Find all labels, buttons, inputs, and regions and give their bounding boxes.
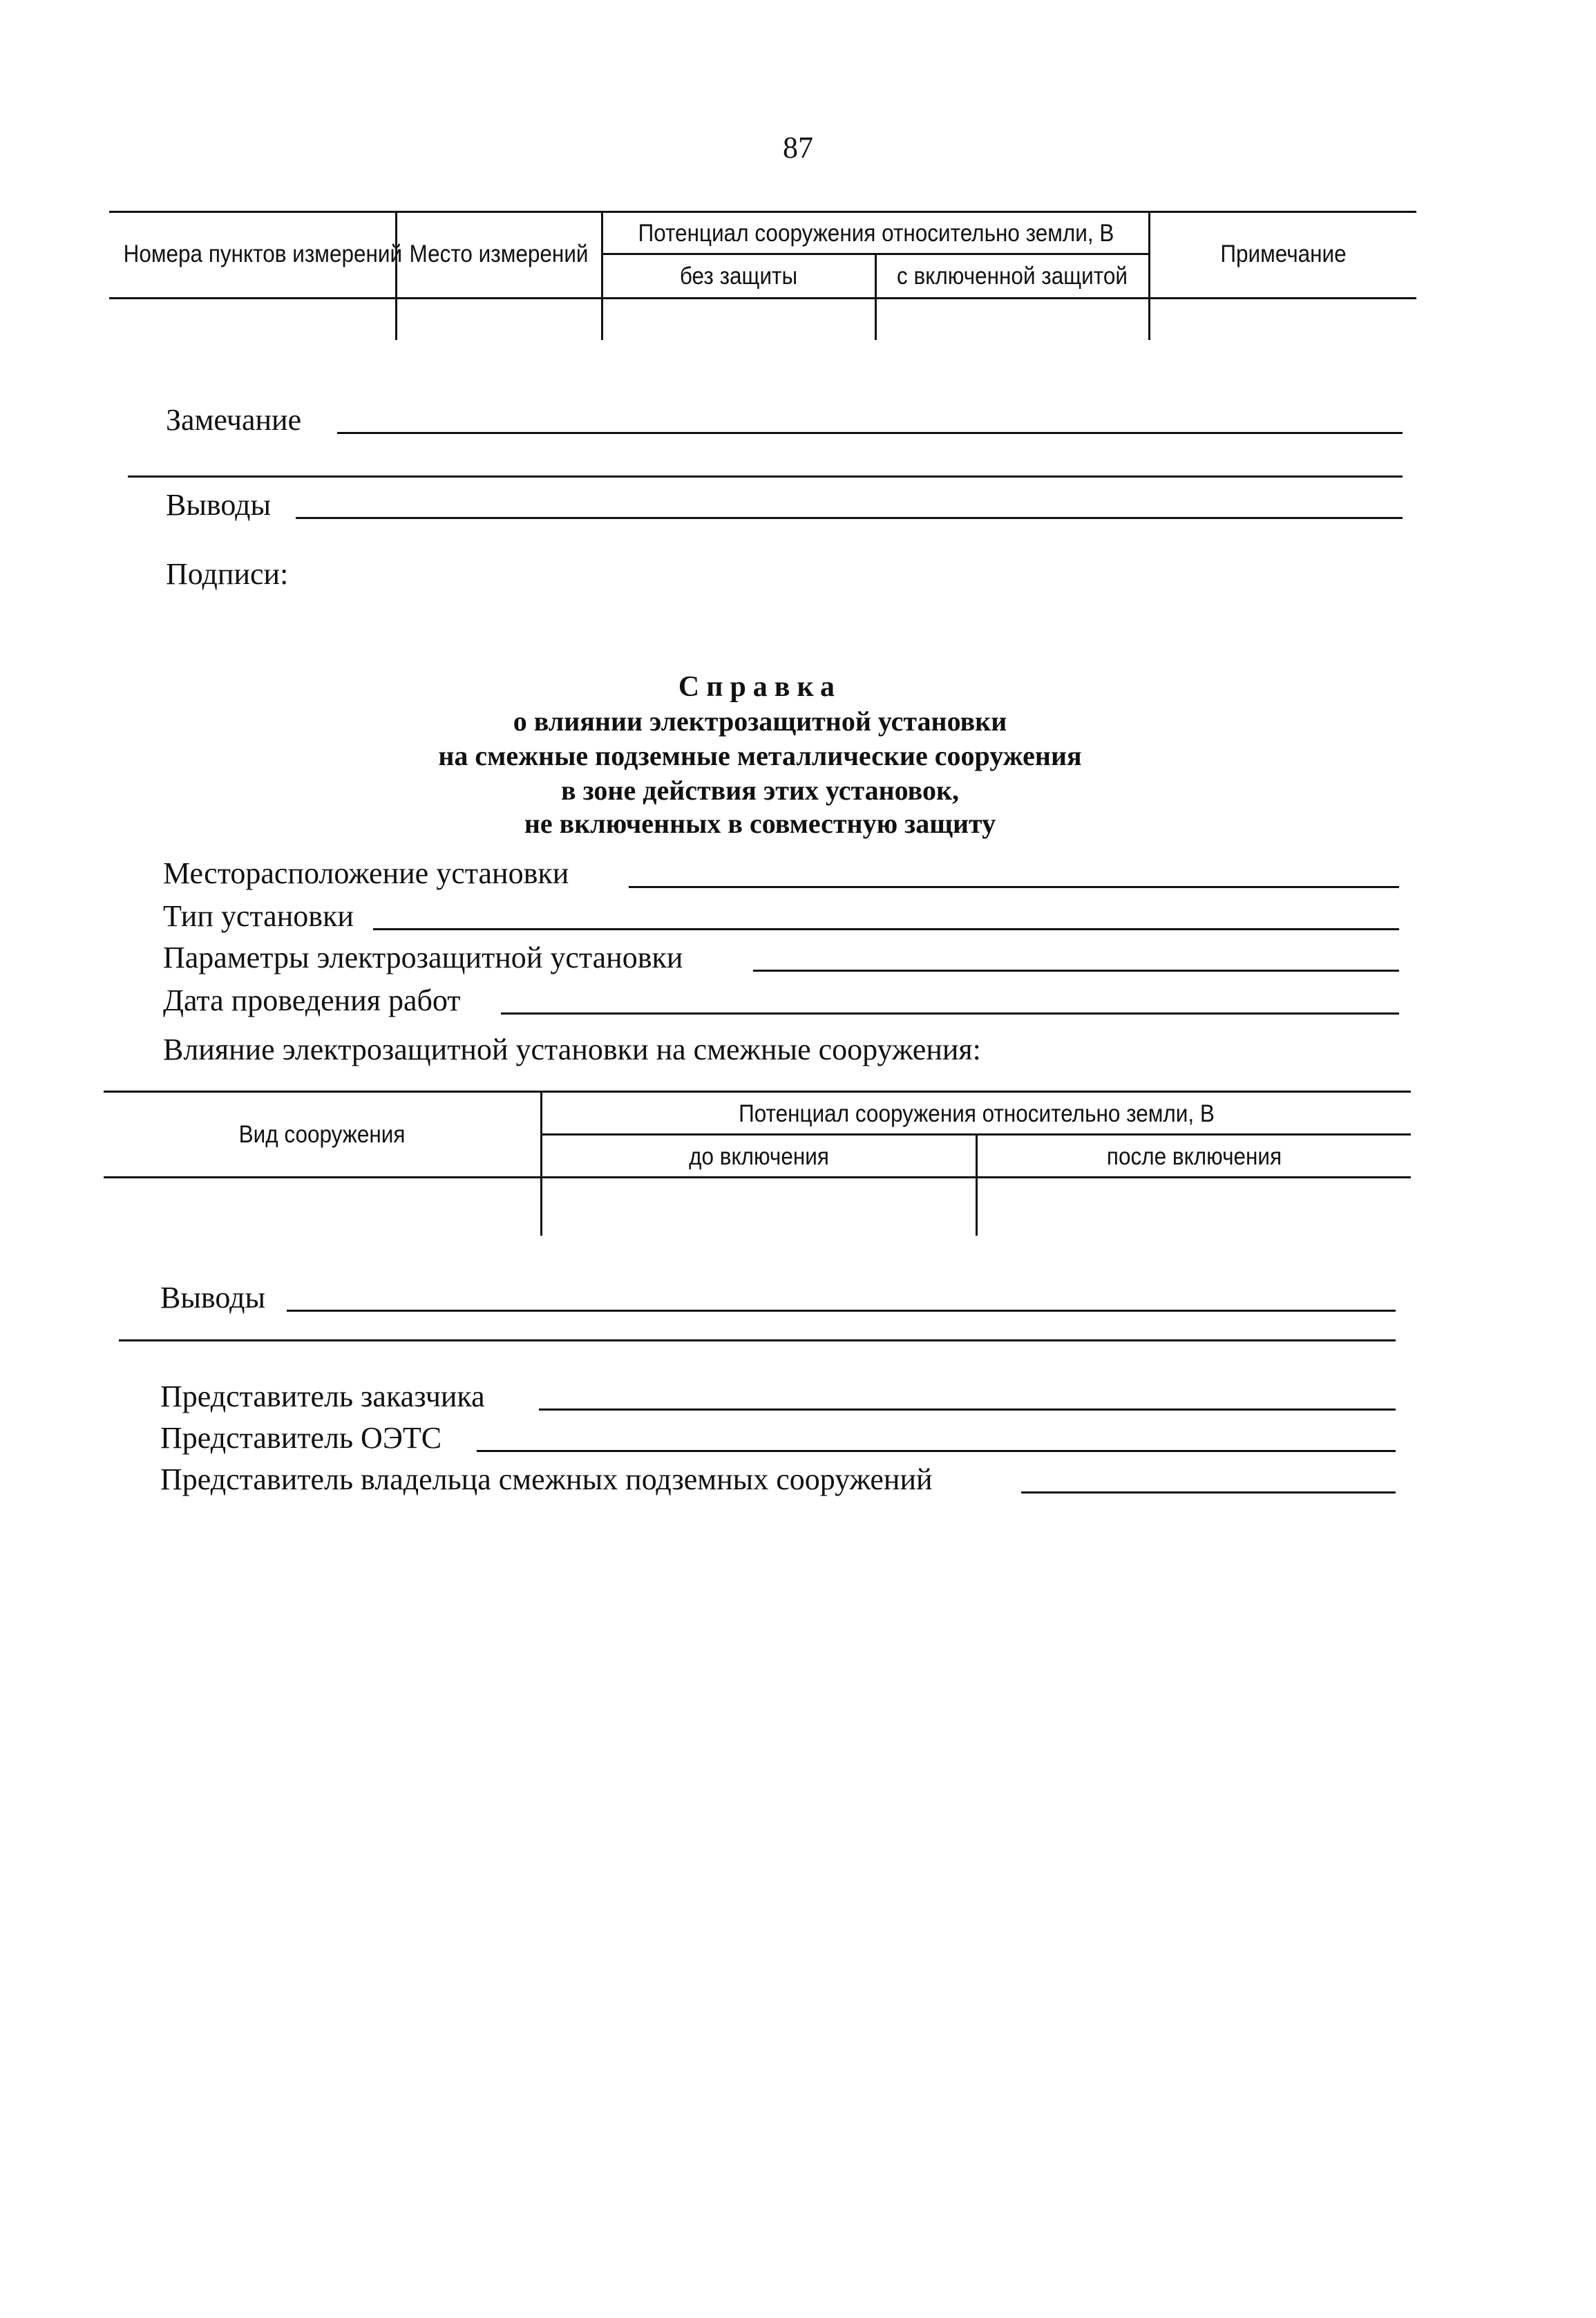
col-header-points: Номера пунктов измерений xyxy=(123,241,403,267)
conclusions-blank-3[interactable] xyxy=(119,1339,1396,1341)
oets-rep-label: Представитель ОЭТС xyxy=(160,1421,442,1455)
page-number: 87 xyxy=(783,131,813,164)
col-header-note: Примечание xyxy=(1220,241,1347,267)
location-blank[interactable] xyxy=(629,886,1399,888)
table-top-rule xyxy=(109,211,1416,213)
owner-rep-blank[interactable] xyxy=(1021,1491,1396,1493)
table-col-divider xyxy=(976,1133,978,1236)
type-blank[interactable] xyxy=(373,928,1399,930)
certificate-subtitle-4: не включенных в совместную защиту xyxy=(524,808,996,839)
conclusions-label-2: Выводы xyxy=(160,1281,266,1315)
table-col-divider xyxy=(540,1091,542,1236)
conclusions-blank-2[interactable] xyxy=(287,1310,1396,1312)
remark-blank[interactable] xyxy=(337,432,1403,434)
col-header-potential: Потенциал сооружения относительно земли, В xyxy=(638,220,1114,247)
col-header-with-protection: с включенной защитой xyxy=(897,263,1128,290)
date-blank[interactable] xyxy=(501,1012,1399,1015)
oets-rep-blank[interactable] xyxy=(477,1450,1396,1452)
customer-rep-blank[interactable] xyxy=(539,1408,1396,1411)
table-top-rule xyxy=(104,1091,1411,1093)
col-header-after: после включения xyxy=(1106,1143,1282,1170)
signatures-label: Подписи: xyxy=(166,557,289,591)
conclusions-label: Выводы xyxy=(166,488,272,522)
conclusions-blank[interactable] xyxy=(296,517,1403,519)
date-label: Дата проведения работ xyxy=(163,983,461,1017)
certificate-title: Справка xyxy=(678,671,842,703)
owner-rep-label: Представитель владельца смежных подземных сооружений xyxy=(160,1462,933,1496)
table-header-rule xyxy=(104,1176,1411,1178)
col-header-no-protection: без защиты xyxy=(679,263,798,290)
col-header-before: до включения xyxy=(689,1143,829,1170)
table-col-divider xyxy=(1148,211,1150,340)
remark-blank-2[interactable] xyxy=(128,475,1403,478)
col-header-place: Место измерений xyxy=(409,241,589,267)
certificate-subtitle-2: на смежные подземные металлические сооружения xyxy=(438,740,1082,771)
table-col-divider xyxy=(601,211,603,340)
influence-label: Влияние электрозащитной установки на смежные сооружения: xyxy=(163,1033,981,1066)
certificate-subtitle-1: о влиянии электрозащитной установки xyxy=(513,706,1007,737)
table-header-rule xyxy=(109,297,1416,299)
location-label: Месторасположение установки xyxy=(163,856,569,890)
col-header-structure: Вид сооружения xyxy=(238,1121,406,1148)
col-header-potential: Потенциал сооружения относительно земли, В xyxy=(739,1100,1215,1127)
certificate-subtitle-3: в зоне действия этих установок, xyxy=(560,775,960,806)
table-col-divider xyxy=(875,253,877,340)
customer-rep-label: Представитель заказчика xyxy=(160,1379,485,1413)
type-label: Тип установки xyxy=(163,899,354,933)
table-col-divider xyxy=(395,211,397,340)
params-blank[interactable] xyxy=(753,970,1399,972)
remark-label: Замечание xyxy=(166,403,302,437)
params-label: Параметры электрозащитной установки xyxy=(163,941,683,974)
